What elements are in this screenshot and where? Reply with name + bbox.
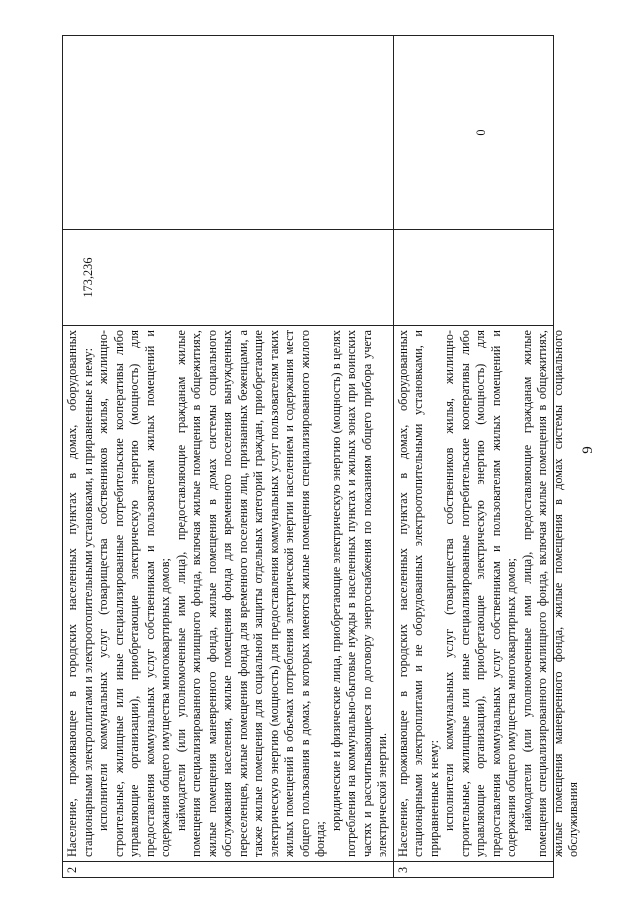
- description-paragraph: юридические и физические лица, приобретающие электрическую энергию (мощность) в целях потребления на коммунально-бытовые нужды в населенных пунктах и жилых зонах при воинских частях и рассчитывающиеся по договору энергоснабжения по показаниям общего прибора учета электрической энергии.: [328, 330, 389, 857]
- rotated-page: [0, 20, 640, 880]
- row-description: [393, 326, 580, 862]
- row-description: [63, 326, 394, 862]
- row-value: 0: [473, 129, 488, 136]
- row-value-cell: [63, 230, 394, 326]
- page-number: 9: [580, 446, 596, 454]
- description-paragraph: исполнители коммунальных услуг (товарищества собственников жилья, жилищно-строительные, жилищные или иные специализированные потребительские кооперативы либо управляющие организации), приобретающие электрическую энергию (мощность) для предоставления коммунальных услуг собственникам и пользователям жилых помещений и содержания общего имущества многоквартирных домов;: [96, 330, 172, 857]
- row-number: 2: [63, 862, 394, 878]
- description-paragraph: Население, проживающее в городских населенных пунктах в домах, оборудованных стационарными электроплитами и электроотопительными установками, и приравненные к нему:: [65, 330, 95, 857]
- description-paragraph: Население, проживающее в городских населенных пунктах в домах, оборудованных стационарными электроплитами и не оборудованных электроотопительными установками, и приравненные к нему:: [395, 330, 441, 857]
- table-row: [63, 36, 394, 878]
- description-paragraph: исполнители коммунальных услуг (товарищества собственников жилья, жилищно-строительные, жилищные или иные специализированные потребительские кооперативы либо управляющие организации), приобретающие электрическую энергию (мощность) для предоставления коммунальных услуг собственникам и пользователям жилых помещений и содержания общего имущества многоквартирных домов;: [442, 330, 518, 857]
- row-value: 173,236: [81, 257, 95, 298]
- description-paragraph: наймодатели (или уполномоченные ими лица), предоставляющие гражданам жилые помещения специализированного жилищного фонда, включая жилые помещения в общежитиях, жилые помещения маневренного фонда, жилые помещения в домах системы социального обслуживания: [519, 330, 580, 857]
- table-row: [393, 36, 553, 878]
- row-number: 3: [393, 862, 553, 878]
- row-value-cell: [393, 230, 553, 326]
- row-value-cell: [393, 36, 553, 230]
- row-value-cell: [63, 36, 394, 230]
- description-paragraph: наймодатели (или уполномоченные ими лица), предоставляющие гражданам жилые помещения специализированного жилищного фонда, включая жилые помещения в общежитиях, жилые помещения маневренного фонда, жилые помещения в домах системы социального обслуживания населения, жилые помещения фонда для временного поселения вынужденных переселенцев, жилые помещения фонда для временного поселения лиц, признанных беженцами, а также жилые помещения для социальной защиты отдельных категорий граждан, приобретающие электрическую энергию (мощность) для предоставления коммунальных услуг пользователям таких жилых помещений в объемах потребления электрической энергии населением и содержания мест общего пользования в домах, в которых имеются жилые помещения специализированного жилого фонда;: [173, 330, 327, 857]
- row-value: [396, 234, 474, 321]
- tariff-table: [62, 35, 580, 878]
- row-value: [65, 40, 81, 225]
